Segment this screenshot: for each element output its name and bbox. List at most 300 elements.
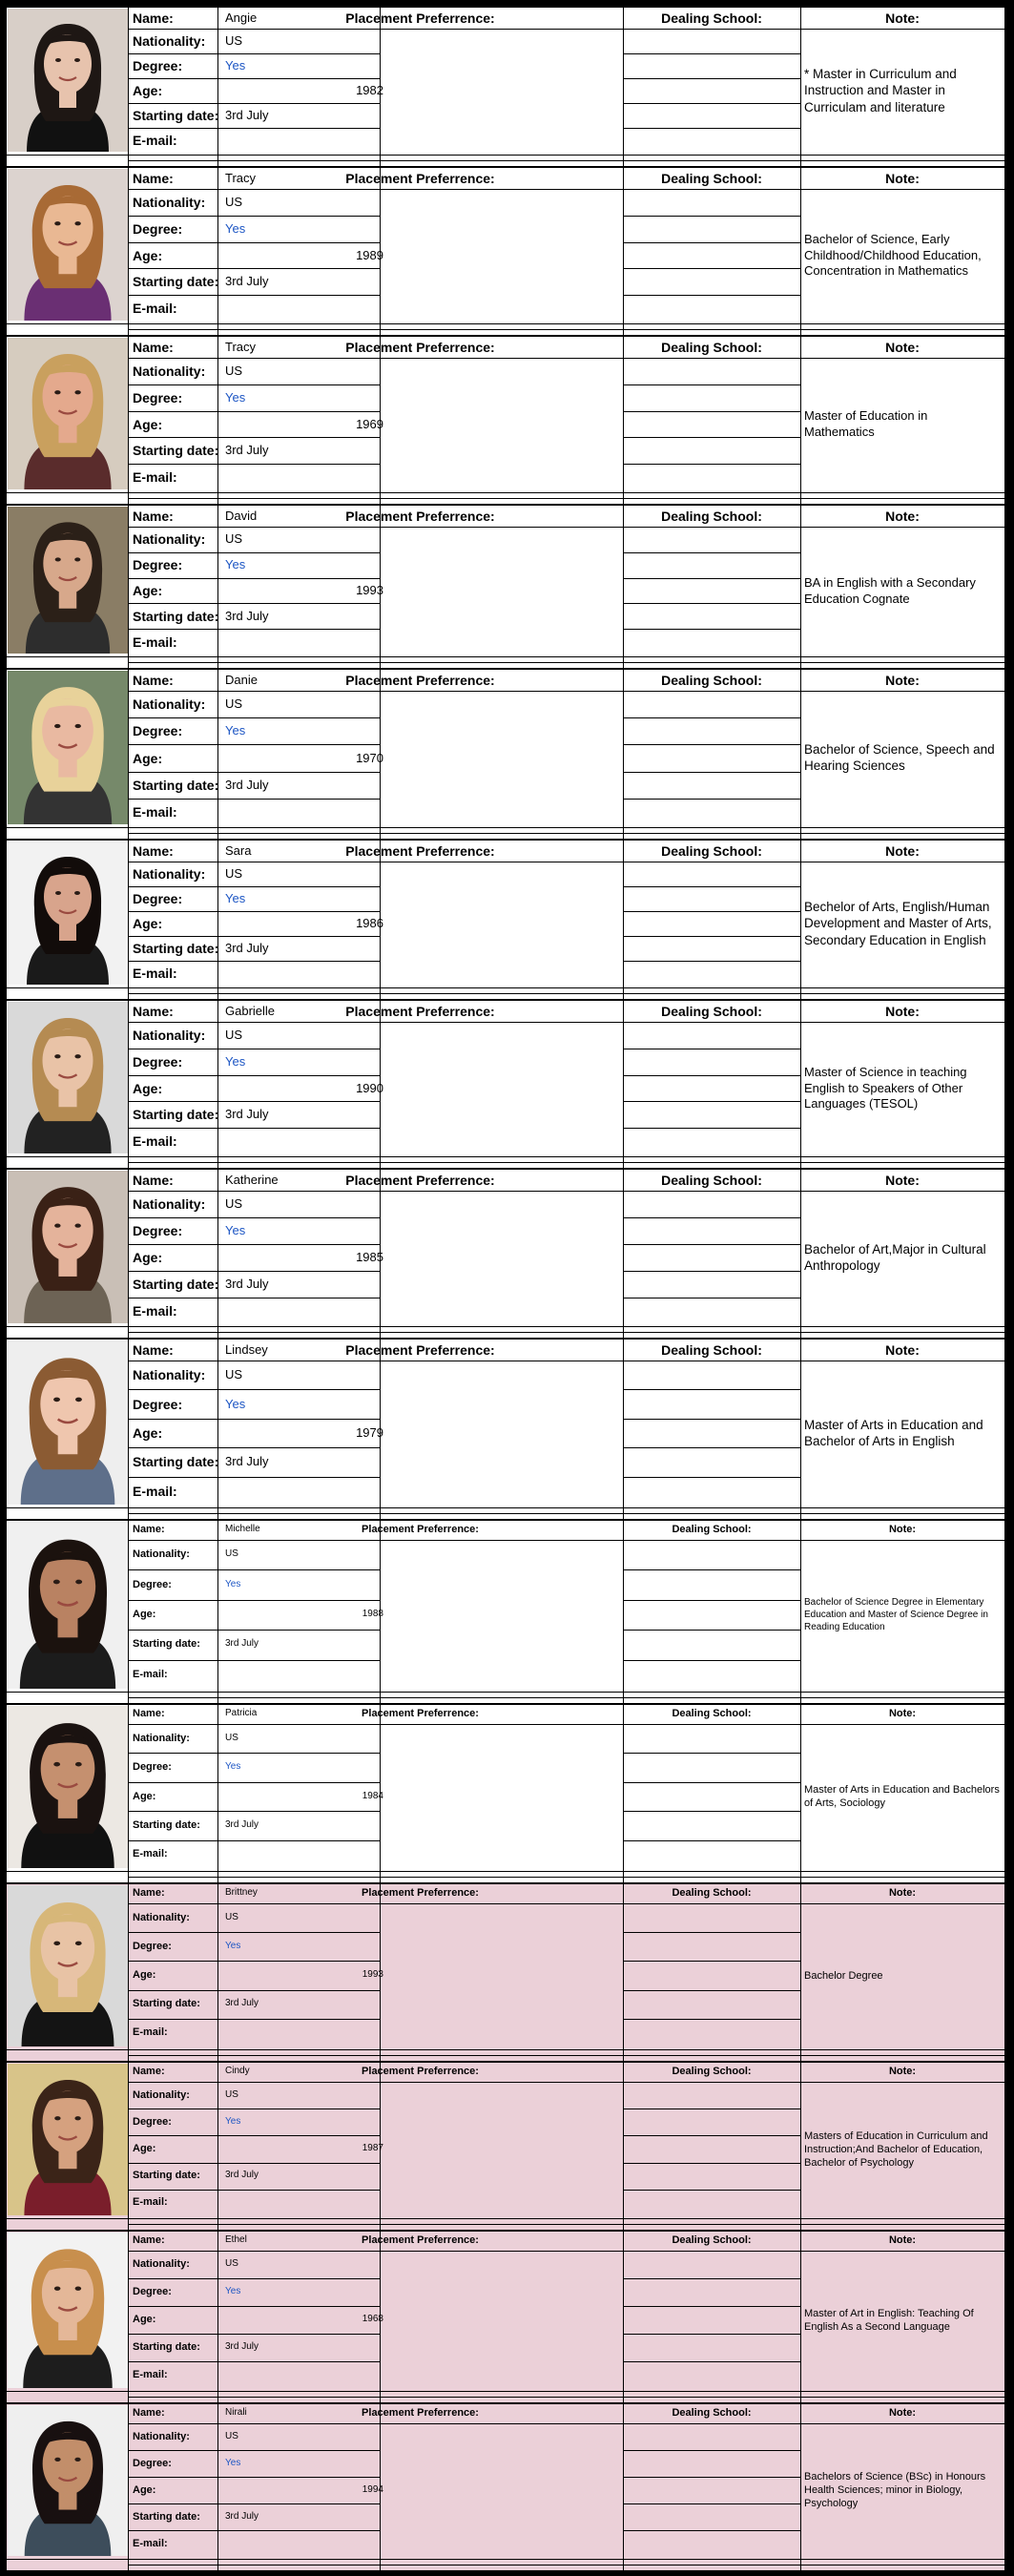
note-text: Masters of Education in Curriculum and Instruction;And Bachelor of Education, Bachelor of Psychology [804, 2130, 988, 2170]
row-divider [128, 2477, 380, 2478]
degree-value: Yes [225, 1761, 241, 1772]
nationality-label: Nationality: [133, 364, 206, 379]
row-divider [128, 936, 380, 937]
row-divider [623, 2251, 800, 2252]
dealing-school-header: Dealing School: [672, 1708, 752, 1719]
nationality-label: Nationality: [133, 1028, 206, 1043]
row-divider [128, 437, 380, 438]
row-divider [128, 1075, 380, 1076]
age-value: 1990 [356, 1081, 383, 1095]
row-divider [623, 29, 800, 30]
row-divider [623, 772, 800, 773]
block-gap-border [128, 2224, 1004, 2225]
candidate-photo [8, 338, 128, 489]
candidate-photo [8, 671, 128, 824]
block-bottom-border [7, 1326, 1004, 1327]
placement-preference-header: Placement Preferrence: [345, 1173, 495, 1188]
row-divider [623, 2423, 800, 2424]
starting-label: Starting date: [133, 443, 219, 458]
age-label: Age: [133, 1425, 163, 1441]
row-divider [623, 128, 800, 129]
name-label: Name: [133, 1708, 165, 1719]
column-border [800, 1338, 801, 1519]
column-border [128, 2230, 129, 2402]
row-divider [128, 358, 380, 359]
note-header: Note: [885, 1342, 920, 1358]
degree-label: Degree: [133, 1761, 172, 1773]
note-header: Note: [888, 2407, 917, 2419]
age-label: Age: [133, 1791, 156, 1802]
candidate-block [7, 504, 1004, 668]
row-divider [128, 53, 380, 54]
degree-label: Degree: [133, 221, 183, 237]
degree-label: Degree: [133, 557, 183, 572]
starting-value: 3rd July [225, 443, 269, 457]
name-value: Lindsey [225, 1342, 268, 1357]
name-value: Ethel [225, 2234, 247, 2245]
row-divider [128, 1477, 380, 1478]
row-divider [128, 629, 380, 630]
row-divider [623, 886, 800, 887]
degree-label: Degree: [133, 1397, 183, 1412]
degree-label: Degree: [133, 2458, 172, 2469]
email-label: E-mail: [133, 1669, 168, 1680]
block-bottom-border [7, 2559, 1004, 2560]
column-border [128, 335, 129, 504]
candidate-block [7, 166, 1004, 335]
nationality-label: Nationality: [133, 1733, 190, 1744]
starting-value: 3rd July [225, 2170, 259, 2180]
row-divider [128, 2190, 380, 2191]
email-label: E-mail: [133, 1133, 177, 1149]
nationality-label: Nationality: [133, 33, 206, 49]
note-header: Note: [885, 843, 920, 859]
row-divider [128, 2163, 380, 2164]
note-text: Bachelor of Art,Major in Cultural Anthropology [804, 1242, 986, 1274]
email-label: E-mail: [133, 2369, 168, 2380]
nationality-label: Nationality: [133, 866, 206, 882]
email-label: E-mail: [133, 1484, 177, 1499]
row-divider [128, 527, 380, 528]
nationality-label: Nationality: [133, 1912, 190, 1923]
column-border [128, 1168, 129, 1338]
block-top-border [7, 166, 1004, 168]
note-text: Bachelors of Science (BSc) in Honours Health Sciences; minor in Biology, Psychology [804, 2471, 986, 2510]
column-border [800, 1519, 801, 1703]
row-divider [623, 1811, 800, 1812]
nationality-label: Nationality: [133, 2258, 190, 2270]
candidate-photo [8, 2233, 128, 2388]
column-border [623, 1168, 624, 1338]
candidate-block [7, 839, 1004, 999]
nationality-value: US [225, 531, 243, 546]
age-label: Age: [133, 417, 163, 432]
name-label: Name: [133, 1524, 165, 1535]
degree-value: Yes [225, 1054, 246, 1069]
name-value: Gabrielle [225, 1004, 276, 1018]
age-value: 1968 [362, 2314, 383, 2324]
row-divider [623, 53, 800, 54]
candidate-block [7, 999, 1004, 1168]
row-divider [623, 1600, 800, 1601]
column-border [800, 2061, 801, 2230]
name-value: Patricia [225, 1708, 258, 1718]
row-divider [623, 242, 800, 243]
starting-label: Starting date: [133, 941, 219, 956]
row-divider [128, 1600, 380, 1601]
block-top-border [7, 6, 1004, 8]
candidate-photo [8, 2064, 128, 2215]
block-gap-border [128, 993, 1004, 994]
row-divider [128, 1128, 380, 1129]
block-top-border [7, 504, 1004, 506]
name-label: Name: [133, 1887, 165, 1899]
age-label: Age: [133, 1250, 163, 1265]
column-border [800, 6, 801, 166]
candidate-photo [8, 841, 128, 985]
row-divider [623, 2361, 800, 2362]
starting-label: Starting date: [133, 1819, 200, 1831]
candidate-photo [8, 1706, 128, 1868]
block-top-border [7, 2061, 1004, 2063]
starting-value: 3rd July [225, 1819, 259, 1830]
row-divider [128, 772, 380, 773]
row-divider [623, 437, 800, 438]
candidate-photo [8, 2405, 128, 2556]
email-label: E-mail: [133, 2538, 168, 2549]
placement-preference-header: Placement Preferrence: [345, 509, 495, 524]
note-header: Note: [888, 1708, 917, 1719]
row-divider [128, 2423, 380, 2424]
row-divider [623, 1903, 800, 1904]
row-divider [128, 2503, 380, 2504]
block-bottom-border [7, 2391, 1004, 2392]
candidate-block [7, 1882, 1004, 2061]
column-border [800, 839, 801, 999]
age-value: 1986 [356, 916, 383, 930]
row-divider [623, 1217, 800, 1218]
row-divider [623, 1630, 800, 1631]
column-border [128, 1703, 129, 1882]
degree-label: Degree: [133, 2116, 172, 2128]
note-text: Bechelor of Arts, English/Human Development and Master of Arts, Secondary Education in English [804, 900, 992, 947]
row-divider [623, 1753, 800, 1754]
block-gap-border [128, 1877, 1004, 1878]
block-gap-border [128, 662, 1004, 663]
block-top-border [7, 839, 1004, 841]
column-border [623, 504, 624, 668]
column-border [623, 839, 624, 999]
name-label: Name: [133, 1173, 174, 1188]
nationality-label: Nationality: [133, 531, 206, 547]
column-border [128, 668, 129, 839]
row-divider [128, 216, 380, 217]
age-label: Age: [133, 751, 163, 766]
starting-value: 3rd July [225, 778, 269, 792]
placement-preference-header: Placement Preferrence: [345, 673, 495, 688]
note-header: Note: [888, 1887, 917, 1899]
nationality-label: Nationality: [133, 1367, 206, 1382]
candidate-block [7, 1519, 1004, 1703]
row-divider [128, 1932, 380, 1933]
row-divider [623, 1724, 800, 1725]
block-top-border [7, 1882, 1004, 1884]
name-value: Brittney [225, 1887, 258, 1898]
row-divider [128, 717, 380, 718]
row-divider [128, 1961, 380, 1962]
nationality-label: Nationality: [133, 2431, 190, 2442]
note-text: Bachelor of Science, Speech and Hearing Sciences [804, 742, 995, 774]
row-divider [128, 2019, 380, 2020]
dealing-school-header: Dealing School: [672, 2234, 752, 2246]
row-divider [623, 1990, 800, 1991]
block-bottom-border [7, 1507, 1004, 1508]
age-label: Age: [133, 248, 163, 263]
nationality-label: Nationality: [133, 1196, 206, 1212]
starting-label: Starting date: [133, 2170, 200, 2181]
row-divider [623, 1128, 800, 1129]
column-border [623, 1703, 624, 1882]
starting-label: Starting date: [133, 778, 219, 793]
row-divider [623, 384, 800, 385]
candidate-photo [8, 9, 128, 152]
nationality-value: US [225, 1733, 238, 1743]
portrait-image [8, 1171, 128, 1323]
row-divider [128, 1569, 380, 1570]
row-divider [128, 578, 380, 579]
placement-preference-header: Placement Preferrence: [362, 2066, 479, 2077]
column-border [128, 504, 129, 668]
candidate-block [7, 2061, 1004, 2230]
row-divider [623, 717, 800, 718]
age-label: Age: [133, 1609, 156, 1620]
block-bottom-border [7, 155, 1004, 156]
block-gap-border [128, 2397, 1004, 2398]
column-border [623, 6, 624, 166]
age-label: Age: [133, 1081, 163, 1096]
row-divider [623, 464, 800, 465]
block-gap-border [128, 1162, 1004, 1163]
starting-label: Starting date: [133, 1638, 200, 1650]
row-divider [128, 1101, 380, 1102]
column-border [623, 1519, 624, 1703]
row-divider [623, 1540, 800, 1541]
note-text: BA in English with a Secondary Education Cognate [804, 575, 976, 606]
name-label: Name: [133, 2407, 165, 2419]
row-divider [128, 2278, 380, 2279]
placement-preference-header: Placement Preferrence: [345, 1342, 495, 1358]
column-border [128, 999, 129, 1168]
email-label: E-mail: [133, 2026, 168, 2038]
placement-preference-header: Placement Preferrence: [345, 171, 495, 186]
note-header: Note: [885, 1004, 920, 1019]
row-divider [128, 603, 380, 604]
email-label: E-mail: [133, 2196, 168, 2208]
starting-value: 3rd July [225, 1277, 269, 1291]
degree-label: Degree: [133, 1054, 183, 1070]
degree-value: Yes [225, 221, 246, 236]
row-divider [623, 2163, 800, 2164]
nationality-value: US [225, 866, 243, 881]
nationality-value: US [225, 2431, 238, 2441]
age-label: Age: [133, 1969, 156, 1981]
column-border [800, 166, 801, 335]
block-bottom-border [7, 1156, 1004, 1157]
note-header: Note: [888, 2066, 917, 2077]
block-bottom-border [7, 323, 1004, 324]
note-header: Note: [885, 673, 920, 688]
column-border [128, 2061, 129, 2230]
block-bottom-border [7, 827, 1004, 828]
row-divider [623, 2190, 800, 2191]
row-divider [128, 1840, 380, 1841]
column-border [800, 2402, 801, 2570]
degree-value: Yes [225, 557, 246, 571]
placement-preference-header: Placement Preferrence: [345, 843, 495, 859]
row-divider [623, 1932, 800, 1933]
candidate-block [7, 1703, 1004, 1882]
degree-value: Yes [225, 2116, 241, 2127]
row-divider [623, 552, 800, 553]
row-divider [128, 2361, 380, 2362]
block-gap-border [128, 498, 1004, 499]
candidate-photo [8, 1522, 128, 1689]
row-divider [623, 578, 800, 579]
block-gap-border [128, 1697, 1004, 1698]
age-label: Age: [133, 2143, 156, 2154]
email-label: E-mail: [133, 301, 177, 316]
column-border [128, 839, 129, 999]
placement-preference-header: Placement Preferrence: [362, 2407, 479, 2419]
note-header: Note: [888, 2234, 917, 2246]
column-border [800, 1168, 801, 1338]
row-divider [128, 1990, 380, 1991]
name-label: Name: [133, 1342, 174, 1358]
candidate-block [7, 2230, 1004, 2402]
row-divider [623, 1961, 800, 1962]
block-bottom-border [7, 656, 1004, 657]
placement-preference-header: Placement Preferrence: [345, 340, 495, 355]
block-top-border [7, 1703, 1004, 1705]
row-divider [623, 103, 800, 104]
age-value: 1993 [356, 583, 383, 597]
note-text: Bachelor of Science Degree in Elementary Education and Master of Science Degree in Reading Education [804, 1597, 988, 1632]
row-divider [128, 1244, 380, 1245]
row-divider [128, 1191, 380, 1192]
degree-label: Degree: [133, 723, 183, 738]
name-value: Nirali [225, 2407, 247, 2418]
age-label: Age: [133, 2484, 156, 2496]
row-divider [623, 1447, 800, 1448]
age-value: 1987 [362, 2143, 383, 2153]
column-border [623, 2230, 624, 2402]
column-border [623, 1882, 624, 2061]
candidate-block [7, 335, 1004, 504]
row-divider [128, 2251, 380, 2252]
starting-value: 3rd July [225, 609, 269, 623]
block-bottom-border [7, 987, 1004, 988]
row-divider [128, 384, 380, 385]
age-value: 1989 [356, 248, 383, 262]
age-label: Age: [133, 2314, 156, 2325]
starting-label: Starting date: [133, 108, 219, 123]
row-divider [128, 1389, 380, 1390]
starting-label: Starting date: [133, 274, 219, 289]
block-gap-border [128, 2565, 1004, 2566]
note-text: Bachelor Degree [804, 1970, 883, 1982]
row-divider [128, 78, 380, 79]
row-divider [623, 1191, 800, 1192]
row-divider [128, 2082, 380, 2083]
name-value: Angie [225, 10, 258, 25]
row-divider [128, 1419, 380, 1420]
placement-preference-header: Placement Preferrence: [362, 2234, 479, 2246]
age-value: 1984 [362, 1791, 383, 1801]
age-value: 1982 [356, 83, 383, 97]
column-border [800, 2230, 801, 2402]
row-divider [623, 1477, 800, 1478]
starting-label: Starting date: [133, 2341, 200, 2353]
row-divider [623, 1271, 800, 1272]
candidate-sheet [7, 6, 1004, 2570]
portrait-image [8, 2405, 128, 2556]
block-gap-border [128, 160, 1004, 161]
nationality-value: US [225, 2089, 238, 2100]
block-bottom-border [7, 1692, 1004, 1693]
column-border [800, 999, 801, 1168]
placement-preference-header: Placement Preferrence: [362, 1887, 479, 1899]
name-value: David [225, 509, 258, 523]
degree-value: Yes [225, 390, 246, 405]
column-border [128, 1338, 129, 1519]
email-label: E-mail: [133, 966, 177, 981]
dealing-school-header: Dealing School: [661, 509, 762, 524]
degree-value: Yes [225, 1223, 246, 1237]
name-label: Name: [133, 1004, 174, 1019]
column-border [128, 2402, 129, 2570]
column-border [800, 335, 801, 504]
note-header: Note: [885, 171, 920, 186]
placement-preference-header: Placement Preferrence: [362, 1524, 479, 1535]
column-border [800, 668, 801, 839]
row-divider [623, 629, 800, 630]
row-divider [128, 1271, 380, 1272]
name-label: Name: [133, 340, 174, 355]
row-divider [128, 961, 380, 962]
starting-value: 3rd July [225, 1998, 259, 2008]
dealing-school-header: Dealing School: [672, 1887, 752, 1899]
column-border [623, 999, 624, 1168]
note-text: Master of Arts in Education and Bachelors of Arts, Sociology [804, 1784, 1000, 1810]
degree-value: Yes [225, 1397, 246, 1411]
block-top-border [7, 999, 1004, 1001]
row-divider [128, 744, 380, 745]
email-label: E-mail: [133, 469, 177, 485]
column-border [800, 1882, 801, 2061]
row-divider [128, 189, 380, 190]
age-value: 1988 [362, 1609, 383, 1619]
name-label: Name: [133, 171, 174, 186]
row-divider [623, 527, 800, 528]
row-divider [623, 268, 800, 269]
starting-value: 3rd July [225, 941, 269, 955]
portrait-image [8, 1002, 128, 1153]
dealing-school-header: Dealing School: [672, 1524, 752, 1535]
note-text: Master of Education in Mathematics [804, 408, 928, 439]
row-divider [623, 1660, 800, 1661]
dealing-school-header: Dealing School: [672, 2066, 752, 2077]
row-divider [128, 1753, 380, 1754]
